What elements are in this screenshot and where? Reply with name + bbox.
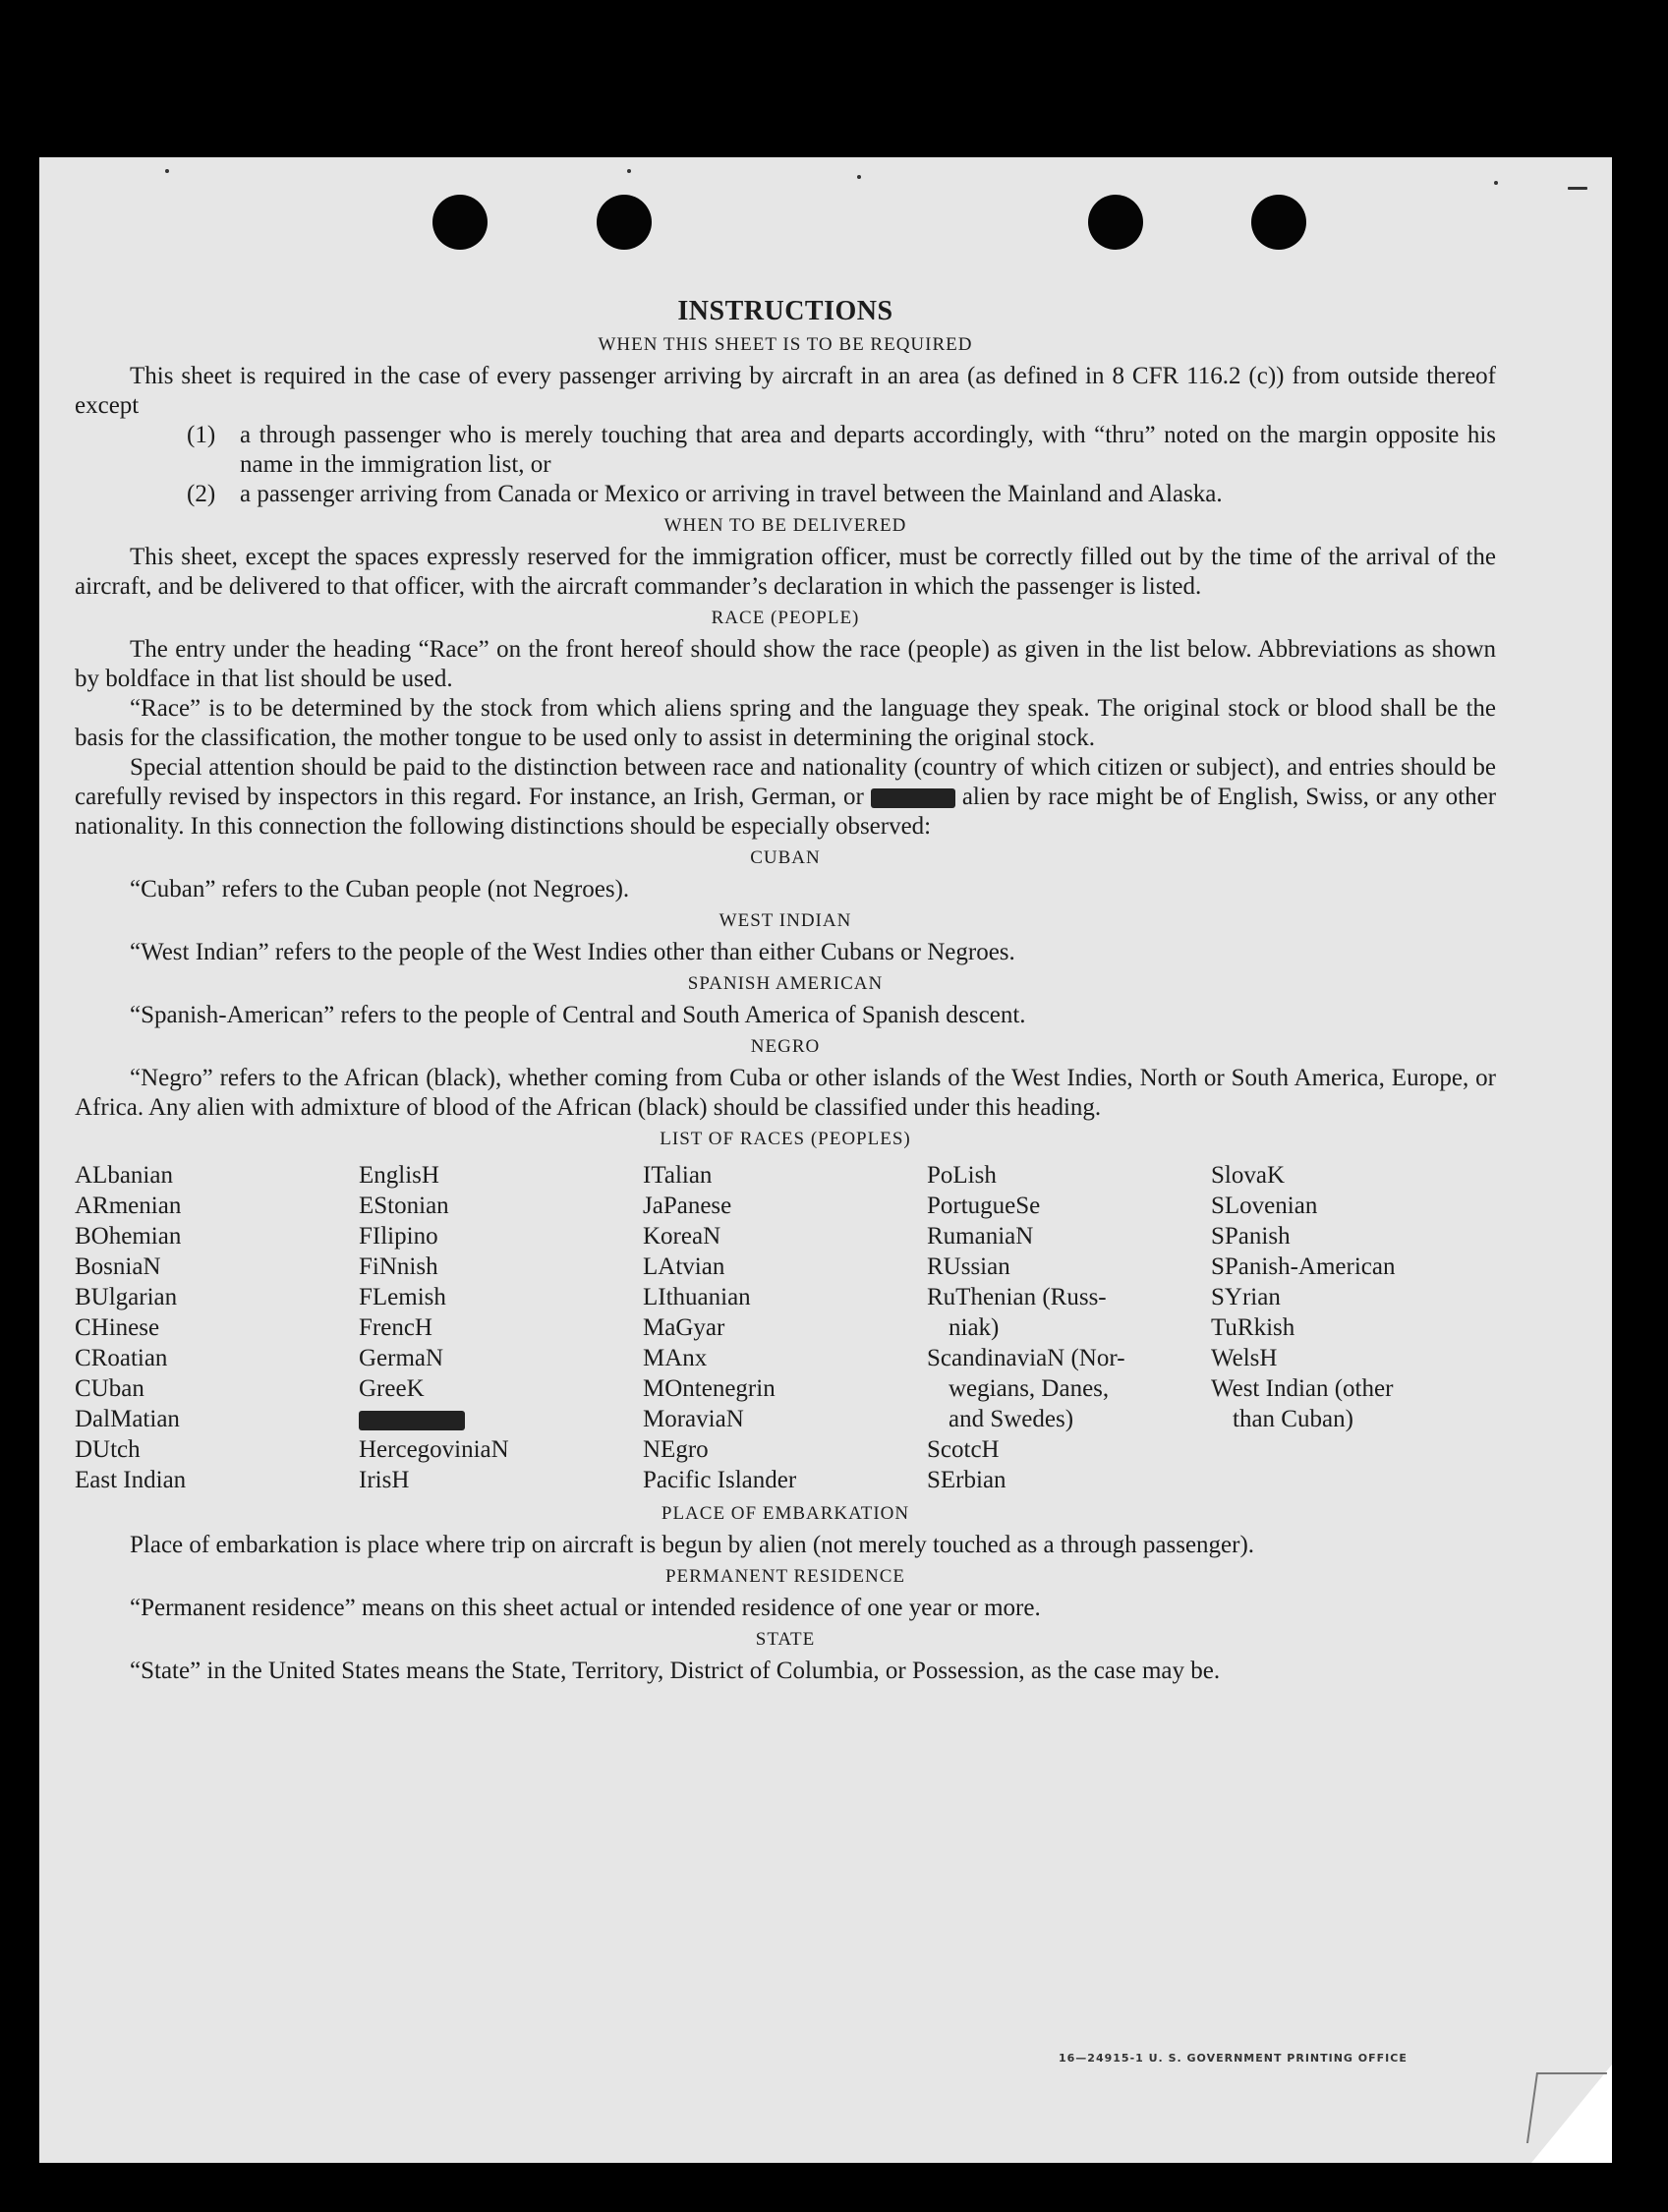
residence-paragraph: “Permanent residence” means on this sheet actual or intended residence of one year or more. (130, 1595, 1041, 1621)
redaction-mark (359, 1411, 465, 1430)
race-entry: SPanish (1211, 1223, 1291, 1250)
section-heading-embarkation: PLACE OF EMBARKATION (661, 1503, 910, 1524)
cuban-paragraph: “Cuban” refers to the Cuban people (not Negroes). (130, 876, 630, 902)
speck (1568, 187, 1587, 190)
state-paragraph: “State” in the United States means the State, Territory, District of Columbia, or Possession, as the case may be. (130, 1658, 1221, 1684)
page-title: INSTRUCTIONS (677, 296, 893, 326)
race-entry: SYrian (1211, 1284, 1281, 1310)
race-entry: MoraviaN (643, 1406, 744, 1432)
spanish-american-paragraph: “Spanish-American” refers to the people of Central and South America of Spanish descent. (130, 1002, 1026, 1028)
race-entry: ScandinaviaN (Nor- (927, 1345, 1125, 1371)
race-entry: PoLish (927, 1162, 997, 1189)
race-column-4 (927, 1160, 1211, 1495)
race-entry: SErbian (927, 1467, 1007, 1493)
race-entry: SlovaK (1211, 1162, 1285, 1189)
race-entry-continued: niak) (949, 1314, 1000, 1341)
document-page (39, 157, 1612, 2163)
race-entry: FiNnish (359, 1253, 438, 1280)
section-heading-races: LIST OF RACES (PEOPLES) (660, 1129, 911, 1149)
redaction-mark (871, 788, 955, 808)
section-heading-delivered: WHEN TO BE DELIVERED (663, 515, 907, 536)
race-paragraph-3a: Special attention should be paid to the distinction between race and nationality (country of which citizen or subject), and entries should be carefully revised by inspectors in this regard. For instance, an Irish, German, or (75, 754, 1496, 810)
punch-hole (1088, 195, 1143, 250)
race-paragraph-2: “Race” is to be determined by the stock from which aliens spring and the language they speak. The original stock or blood shall be the basis for the classification, the mother tongue to be used only to assist in determining the original stock. (75, 695, 1496, 751)
race-entry: SPanish-American (1211, 1253, 1396, 1280)
item-number: (1) (187, 422, 216, 448)
race-entry: ScotcH (927, 1436, 1000, 1463)
race-entry: IrisH (359, 1467, 410, 1493)
race-entry: RUssian (927, 1253, 1010, 1280)
delivered-paragraph: This sheet, except the spaces expressly reserved for the immigration officer, must be correctly filled out by the time of the arrival of the aircraft, and be delivered to that officer, with the aircraft commander’s declaration in which the passenger is listed. (75, 544, 1496, 600)
punch-hole (1251, 195, 1306, 250)
race-entry: JaPanese (643, 1193, 732, 1219)
race-entry: ITalian (643, 1162, 713, 1189)
west-indian-paragraph: “West Indian” refers to the people of the West Indies other than either Cubans or Negroes. (130, 939, 1015, 965)
race-entry: CUban (75, 1375, 144, 1402)
race-entry: PortugueSe (927, 1193, 1041, 1219)
item-number: (2) (187, 481, 216, 507)
race-entry-continued: wegians, Danes, (949, 1375, 1110, 1402)
race-paragraph-3 (75, 753, 1496, 842)
section-heading-race: RACE (PEOPLE) (711, 608, 860, 628)
section-heading-cuban: CUBAN (750, 847, 821, 868)
section-heading-west-indian: WEST INDIAN (719, 910, 852, 931)
race-entry: ALbanian (75, 1162, 173, 1189)
section-heading-spanish-american: SPANISH AMERICAN (687, 973, 884, 994)
race-entry: CRoatian (75, 1345, 168, 1371)
race-entry: RumaniaN (927, 1223, 1034, 1250)
race-paragraph-3b: alien by race might be of English, Swiss, or any other nationality. In this connection the following distinctions should be especially observed: (75, 784, 1497, 840)
instructions-text (75, 295, 1496, 1686)
printer-footer: 16—24915-1 U. S. GOVERNMENT PRINTING OFFICE (1059, 2052, 1408, 2065)
race-entry: RuThenian (Russ- (927, 1284, 1107, 1310)
speck (627, 169, 631, 173)
race-entry: EnglisH (359, 1162, 439, 1189)
race-entry: KoreaN (643, 1223, 721, 1250)
race-entry: MAnx (643, 1345, 708, 1371)
race-entry: CHinese (75, 1314, 160, 1341)
race-entry: MaGyar (643, 1314, 725, 1341)
race-entry: MOntenegrin (643, 1375, 776, 1402)
race-entry: DalMatian (75, 1406, 180, 1432)
race-paragraph-1: The entry under the heading “Race” on the front hereof should show the race (people) as given in the list below. Abbreviations as shown by boldface in that list should be used. (75, 636, 1496, 692)
race-entry: FrencH (359, 1314, 432, 1341)
race-entry: FLemish (359, 1284, 446, 1310)
race-list (75, 1160, 1496, 1495)
race-entry: BUlgarian (75, 1284, 178, 1310)
race-entry: West Indian (other (1211, 1375, 1394, 1402)
page-curl-edge (1526, 2072, 1607, 2143)
race-entry: BOhemian (75, 1223, 182, 1250)
item-text: a through passenger who is merely touching that area and departs accordingly, with “thru” noted on the margin opposite his name in the immigration list, or (240, 422, 1496, 478)
race-column-2 (359, 1160, 643, 1495)
race-entry: EStonian (359, 1193, 449, 1219)
section-heading-residence: PERMANENT RESIDENCE (664, 1566, 906, 1587)
race-entry: ARmenian (75, 1193, 182, 1219)
race-entry: East Indian (75, 1467, 187, 1493)
item-text: a passenger arriving from Canada or Mexico or arriving in travel between the Mainland and Alaska. (240, 481, 1223, 507)
embarkation-paragraph: Place of embarkation is place where trip on aircraft is begun by alien (not merely touched as a through passenger). (130, 1532, 1255, 1558)
negro-paragraph: “Negro” refers to the African (black), whether coming from Cuba or other islands of the West Indies, North or South America, Europe, or Africa. Any alien with admixture of blood of the African (black) should be classified under this heading. (75, 1065, 1496, 1121)
race-entry-continued: and Swedes) (949, 1406, 1074, 1432)
exception-item (187, 421, 1496, 480)
section-heading-state: STATE (755, 1629, 816, 1650)
speck (857, 175, 861, 179)
speck (165, 169, 169, 173)
race-entry: HercegoviniaN (359, 1436, 509, 1463)
race-column-1 (75, 1160, 359, 1495)
race-entry: DUtch (75, 1436, 141, 1463)
race-column-3 (643, 1160, 927, 1495)
punch-hole (597, 195, 652, 250)
race-entry: Pacific Islander (643, 1467, 797, 1493)
race-entry: GreeK (359, 1375, 425, 1402)
race-entry: WelsH (1211, 1345, 1278, 1371)
race-entry-continued: than Cuban) (1233, 1406, 1353, 1432)
race-entry: GermaN (359, 1345, 444, 1371)
punch-hole (432, 195, 488, 250)
race-entry-redacted (359, 1404, 643, 1434)
speck (1494, 181, 1498, 185)
required-paragraph: This sheet is required in the case of every passenger arriving by aircraft in an area (as defined in 8 CFR 116.2 (c)) from outside thereof except (75, 363, 1496, 419)
race-entry: NEgro (643, 1436, 709, 1463)
race-entry: LIthuanian (643, 1284, 751, 1310)
exception-item (187, 480, 1496, 509)
race-entry: FIlipino (359, 1223, 438, 1250)
race-entry: BosniaN (75, 1253, 161, 1280)
section-heading-negro: NEGRO (750, 1036, 821, 1057)
race-entry: LAtvian (643, 1253, 725, 1280)
race-entry: SLovenian (1211, 1193, 1318, 1219)
section-heading-required: WHEN THIS SHEET IS TO BE REQUIRED (598, 334, 973, 355)
race-column-5 (1211, 1160, 1495, 1495)
race-entry: TuRkish (1211, 1314, 1295, 1341)
